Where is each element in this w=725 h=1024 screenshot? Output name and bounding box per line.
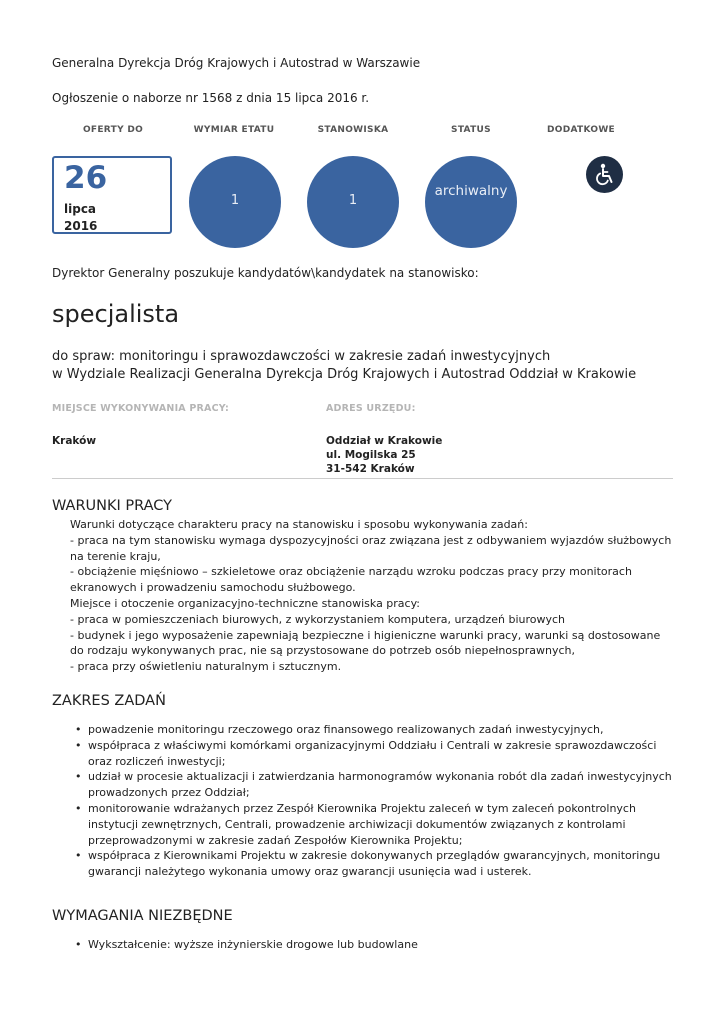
office-address-line1: Oddział w Krakowie (326, 435, 443, 447)
office-address-line3: 31-542 Kraków (326, 463, 415, 475)
list-item: • współpraca z właściwymi komórkami organizacyjnymi Oddziału i Centrali w zakresie sprawozdawczości oraz rozliczeń inwestycji; (88, 738, 677, 770)
list-item: • udział w procesie aktualizacji i zatwierdzania harmonogramów wykonania robót dla zadań inwestycyjnych prowadzonych przez Oddział; (88, 769, 677, 801)
positions-value: 1 (348, 193, 358, 208)
office-address-line2: ul. Mogilska 25 (326, 449, 416, 461)
conditions-line: - budynek i jego wyposażenie zapewniają bezpieczne i higieniczne warunki pracy, warunki są dostosowane do rodzaju wykonywanych prac, nie są przystosowane do potrzeb osób niepełnosprawnych, (70, 628, 661, 658)
conditions-heading: WARUNKI PRACY (52, 498, 173, 514)
section-divider (52, 478, 673, 479)
label-etat: WYMIAR ETATU (193, 125, 275, 135)
tasks-list (52, 722, 677, 880)
deadline-year: 2016 (64, 219, 98, 233)
position-title: specjalista (52, 300, 180, 328)
requirements-heading: WYMAGANIA NIEZBĘDNE (52, 908, 233, 924)
position-description-line2: w Wydziale Realizacji Generalna Dyrekcja Dróg Krajowych i Autostrad Oddział w Krakowie (52, 367, 637, 382)
etat-circle (189, 156, 281, 248)
status-circle (425, 156, 517, 248)
position-description (52, 348, 636, 384)
requirements-list (52, 937, 677, 953)
conditions-line: - obciążenie mięśniowo – szkieletowe oraz obciążenie narządu wzroku podczas pracy przy monitorach ekranowych i prowadzeniu samochodu służbowego. (70, 565, 632, 595)
office-address (326, 434, 442, 476)
label-offers-until: OFERTY DO (82, 125, 144, 135)
conditions-line: - praca przy oświetleniu naturalnym i sztucznym. (70, 660, 342, 674)
workplace-label: MIEJSCE WYKONYWANIA PRACY: (52, 403, 230, 414)
organization-name: Generalna Dyrekcja Dróg Krajowych i Autostrad w Warszawie (52, 56, 421, 70)
label-positions: STANOWISKA (317, 125, 389, 135)
status-value: archiwalny (434, 183, 508, 199)
workplace-value: Kraków (52, 435, 97, 447)
deadline-day: 26 (64, 160, 108, 196)
announcement-number: Ogłoszenie o naborze nr 1568 z dnia 15 lipca 2016 r. (52, 91, 370, 105)
conditions-line: - praca w pomieszczeniach biurowych, z wykorzystaniem komputera, urządzeń biurowych (70, 612, 566, 626)
list-item: • powadzenie monitoringu rzeczowego oraz finansowego realizowanych zadań inwestycyjnych, (88, 722, 677, 738)
list-item: • współpraca z Kierownikami Projektu w zakresie dokonywanych przeglądów gwarancyjnych, monitoringu gwarancji należytego wykonania umowy oraz gwarancji usunięcia wad i usterek. (88, 848, 677, 880)
position-description-line1: do spraw: monitoringu i sprawozdawczości w zakresie zadań inwestycyjnych (52, 349, 551, 364)
conditions-line: Miejsce i otoczenie organizacyjno-techniczne stanowiska pracy: (70, 596, 421, 610)
etat-value: 1 (230, 193, 240, 208)
conditions-line: Warunki dotyczące charakteru pracy na stanowisku i sposobu wykonywania zadań: (70, 518, 528, 531)
lead-text: Dyrektor Generalny poszukuje kandydatów\kandydatek na stanowisko: (52, 266, 479, 280)
office-address-label: ADRES URZĘDU: (326, 403, 416, 414)
deadline-month: lipca (64, 202, 97, 216)
positions-circle (307, 156, 399, 248)
wheelchair-icon (586, 156, 623, 193)
tasks-heading: ZAKRES ZADAŃ (52, 693, 166, 709)
deadline-date-box (52, 156, 172, 234)
conditions-line: - praca na tym stanowisku wymaga dyspozycyjności oraz związana jest z odbywaniem wyjazdów służbowych na terenie kraju, (70, 533, 672, 563)
conditions-text (70, 517, 675, 675)
list-item: • Wykształcenie: wyższe inżynierskie drogowe lub budowlane (88, 937, 677, 953)
label-extras: DODATKOWE (547, 125, 615, 135)
list-item: • monitorowanie wdrażanych przez Zespół Kierownika Projektu zaleceń w tym zaleceń pokontrolnych instytucji zewnętrznych, Centrali, prowadzenie archiwizacji dokumentów związanych z kontrolami przeprowadzonymi w zakresie zadań Zespołów Kierownika Projektu; (88, 801, 677, 848)
label-status: STATUS (451, 125, 491, 135)
